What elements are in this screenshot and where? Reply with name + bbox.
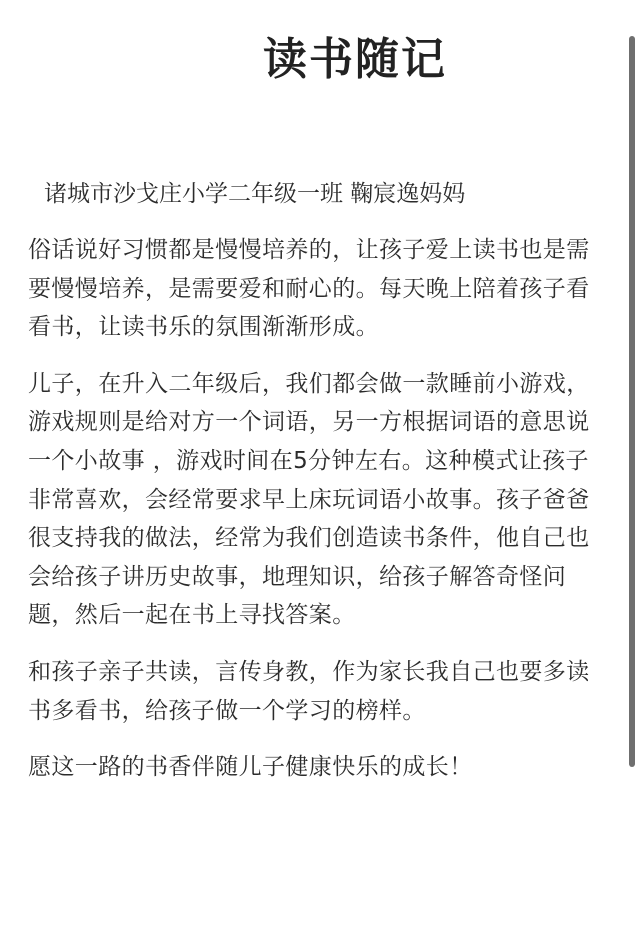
vertical-scrollbar[interactable] bbox=[629, 36, 635, 767]
article-paragraph-4: 愿这一路的书香伴随儿子健康快乐的成长！ bbox=[28, 754, 473, 781]
article-body bbox=[28, 231, 608, 805]
article-paragraph-2: 儿子，在升入二年级后，我们都会做一款睡前小游戏，游戏规则是给对方一个词语，另一方根据词语的意思说一个小故事 ，游戏时间在5分钟左右。这种模式让孩子非常喜欢，会经常要求早上床玩词语小故事。孩子爸爸很支持我的做法，经常为我们创造读书条件，他自己也会给孩子讲历史故事，地理知识，给孩子解答奇怪问题，然后一起在书上寻找答案。 bbox=[28, 370, 590, 629]
article-title: 读书随记 bbox=[263, 34, 447, 85]
article-paragraph-1: 俗话说好习惯都是慢慢培养的，让孩子爱上读书也是需要慢慢培养，是需要爱和耐心的。每天晚上陪着孩子看看书，让读书乐的氛围渐渐形成。 bbox=[28, 237, 590, 341]
article-author: 诸城市沙戈庄小学二年级一班 鞠宸逸妈妈 bbox=[44, 181, 466, 207]
article-paragraph-3: 和孩子亲子共读，言传身教，作为家长我自己也要多读书多看书，给孩子做一个学习的榜样。 bbox=[28, 658, 590, 724]
